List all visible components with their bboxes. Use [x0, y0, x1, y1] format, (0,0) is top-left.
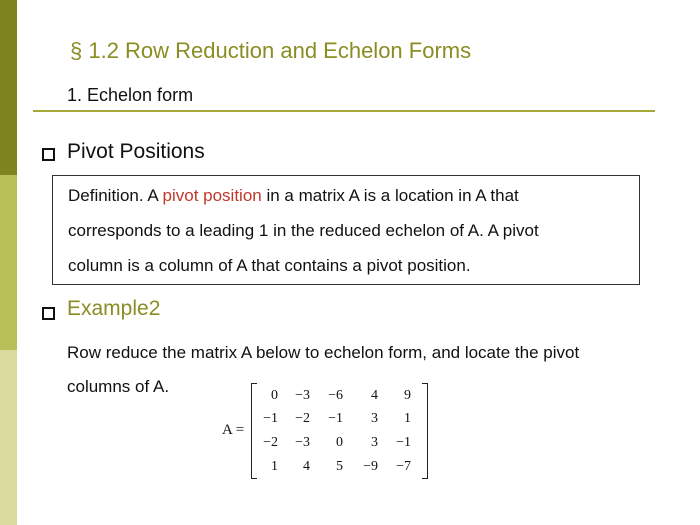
- matrix-cell: −1: [263, 411, 278, 426]
- slide-title: § 1.2 Row Reduction and Echelon Forms: [70, 38, 472, 63]
- sidebar-bar-light: [0, 350, 17, 525]
- sidebar-bar-dark: [0, 0, 17, 175]
- square-bullet-icon: [42, 148, 55, 161]
- title-divider: [33, 110, 655, 112]
- pivot-positions-heading: Pivot Positions: [67, 140, 205, 163]
- pivot-position-term: pivot position: [162, 186, 262, 205]
- matrix-cell: −7: [396, 459, 411, 474]
- definition-line-3: column is a column of A that contains a pivot position.: [68, 256, 471, 275]
- example-heading: Example2: [67, 297, 161, 320]
- matrix-cell: −2: [263, 435, 278, 450]
- matrix-cell: 4: [303, 459, 310, 474]
- matrix-a: [222, 380, 442, 482]
- matrix-label: A =: [222, 422, 245, 438]
- matrix-cell: −2: [295, 411, 310, 426]
- matrix-cell: −9: [363, 459, 378, 474]
- definition-box: [52, 175, 640, 285]
- matrix-cell: 9: [404, 388, 411, 403]
- matrix-right-bracket: [422, 383, 428, 479]
- definition-line-2: corresponds to a leading 1 in the reduced echelon of A. A pivot: [68, 221, 539, 240]
- matrix-cell: 3: [371, 435, 378, 450]
- matrix-cell: 1: [271, 459, 278, 474]
- matrix-cell: 4: [371, 388, 378, 403]
- matrix-cell: 0: [336, 435, 343, 450]
- definition-line-1: [68, 186, 519, 206]
- matrix-cell: 5: [336, 459, 343, 474]
- definition-line-1-rest: in a matrix A is a location in A that: [261, 186, 519, 205]
- matrix-cell: 0: [271, 388, 278, 403]
- example-line-1: Row reduce the matrix A below to echelon form, and locate the pivot: [67, 343, 580, 362]
- matrix-cell: 3: [371, 411, 378, 426]
- definition-prefix: Definition. A: [68, 186, 163, 205]
- matrix-cell: −3: [295, 388, 310, 403]
- sidebar-bar-mid: [0, 175, 17, 350]
- matrix-cell: −3: [295, 435, 310, 450]
- matrix-cell: −6: [328, 388, 343, 403]
- matrix-cell: −1: [328, 411, 343, 426]
- matrix-cell: 1: [404, 411, 411, 426]
- example-line-2: columns of A.: [67, 377, 170, 396]
- slide-subtitle: 1. Echelon form: [67, 85, 194, 105]
- matrix-cell: −1: [396, 435, 411, 450]
- square-bullet-icon: [42, 307, 55, 320]
